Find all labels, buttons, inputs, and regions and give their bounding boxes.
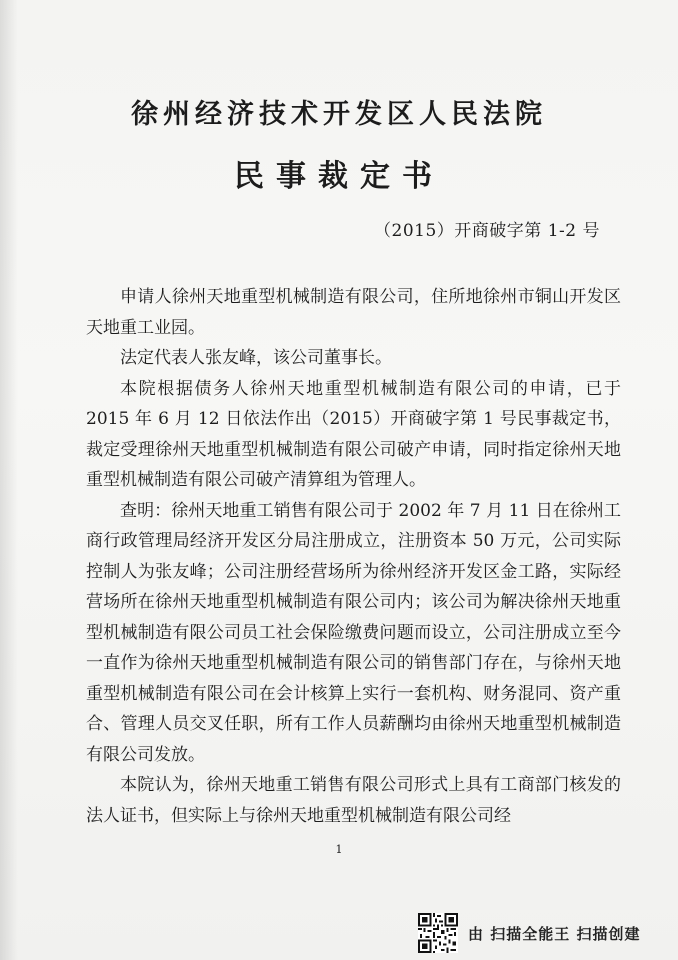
page-number: 1 <box>335 843 343 856</box>
paragraph-findings: 查明：徐州天地重工销售有限公司于 2002 年 7 月 11 日在徐州工商行政管理局经济开发区分局注册成立，注册资本 50 万元，公司实际控制人为张友峰；公司注册经营场所为徐州经济开发区金工路，实际经营场所在徐州天地重型机械制造有限公司内；该公司为解决徐州天地重型机械制造有限公司员工社会保险缴费问题而设立，公司注册成立至今一直作为徐州天地重型机械制造有限公司的销售部门存在，与徐州天地重型机械制造有限公司在会计核算上实行一套机构、财务混同、资产重合、管理人员交叉任职，所有工作人员薪酬均由徐州天地重型机械制造有限公司发放。 <box>86 500 621 765</box>
qr-code-icon <box>418 913 458 953</box>
paragraph-court-opinion: 本院认为，徐州天地重工销售有限公司形式上具有工商部门核发的法人证书，但实际上与徐州天地重型机械制造有限公司经 <box>86 775 621 826</box>
case-number: （2015）开商破字第 1-2 号 <box>374 221 600 241</box>
court-name: 徐州经济技术开发区人民法院 <box>131 99 547 130</box>
scanner-watermark <box>418 913 640 953</box>
document-body <box>86 282 621 831</box>
paragraph-acceptance: 本院根据债务人徐州天地重型机械制造有限公司的申请，已于 2015 年 6 月 12 日依法作出（2015）开商破字第 1 号民事裁定书，裁定受理徐州天地重型机械制造有限公司破产申请，同时指定徐州天地重型机械制造有限公司破产清算组为管理人。 <box>86 378 621 490</box>
paragraph-legal-representative: 法定代表人张友峰，该公司董事长。 <box>120 348 392 368</box>
paragraph-applicant: 申请人徐州天地重型机械制造有限公司，住所地徐州市铜山开发区天地重工业园。 <box>86 287 621 338</box>
document-title: 民事裁定书 <box>234 159 444 194</box>
scanner-watermark-text: 由 扫描全能王 扫描创建 <box>468 924 641 943</box>
